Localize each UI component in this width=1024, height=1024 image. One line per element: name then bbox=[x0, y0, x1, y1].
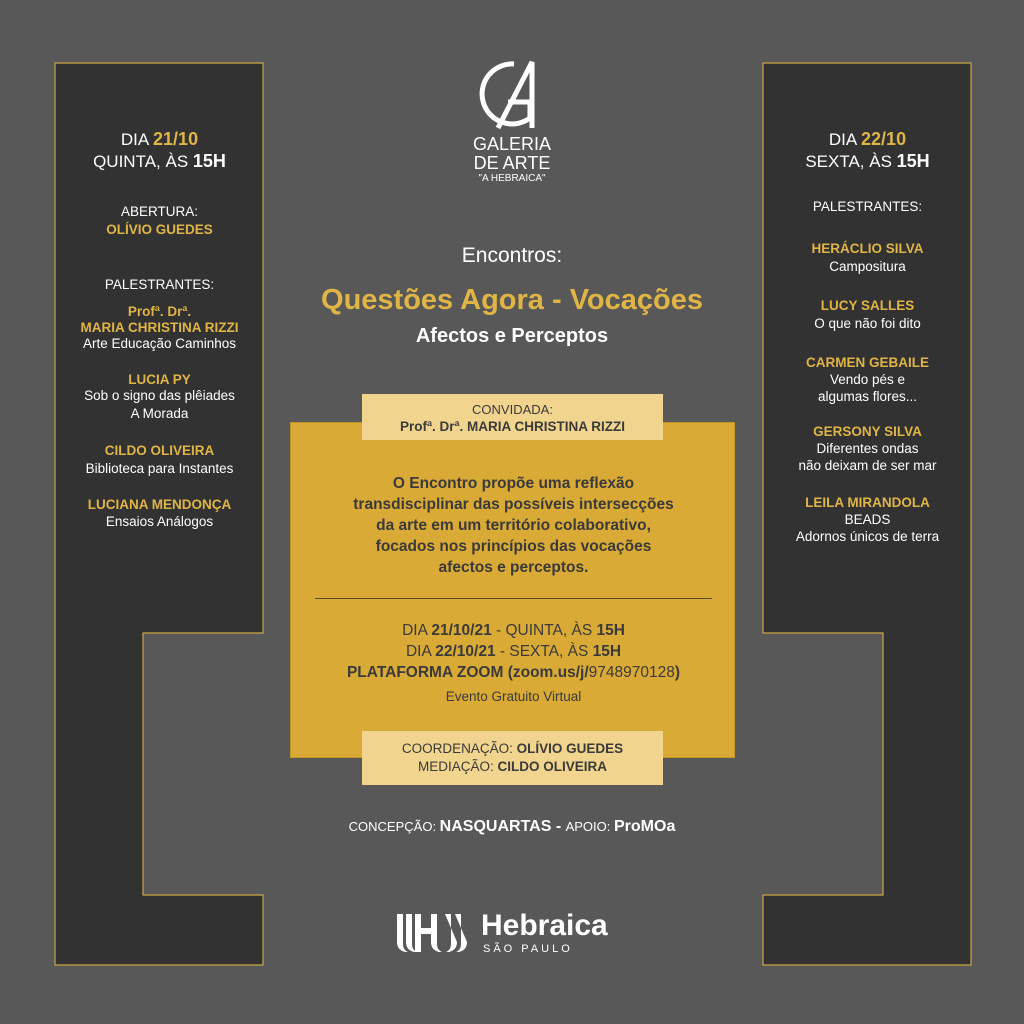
description bbox=[291, 473, 736, 578]
left-speaker-2-talk-2: A Morada bbox=[130, 406, 189, 421]
guest-box bbox=[362, 394, 663, 440]
right-speaker-4-name: GERSONY SILVA bbox=[813, 424, 922, 439]
hebraica-mark-icon bbox=[395, 908, 475, 958]
right-weekday-prefix: SEXTA, ÀS bbox=[805, 152, 897, 171]
left-day bbox=[58, 128, 261, 151]
right-speaker-1-talk: Campositura bbox=[829, 259, 906, 274]
right-speaker-4-talk: Diferentes ondas bbox=[816, 441, 919, 456]
schedule-2-mid: - SEXTA, ÀS bbox=[495, 643, 593, 660]
mediation-line bbox=[362, 758, 663, 776]
schedule-1-mid: - QUINTA, ÀS bbox=[491, 622, 597, 639]
right-speaker-4-talk-2: não deixam de ser mar bbox=[798, 458, 937, 473]
guest-name: Profª. Drª. MARIA CHRISTINA RIZZI bbox=[400, 419, 625, 434]
right-speaker-5-talk: BEADS bbox=[844, 512, 891, 527]
left-speaker-3-name: CILDO OLIVEIRA bbox=[104, 443, 215, 458]
right-speaker-5-talk-2: Adornos únicos de terra bbox=[795, 529, 940, 544]
zoom-platform[interactable] bbox=[291, 662, 736, 683]
hebraica-logo bbox=[395, 906, 625, 960]
right-day-date: 22/10 bbox=[861, 129, 907, 149]
mediation-label: MEDIAÇÃO: bbox=[417, 759, 498, 774]
logo-line-1: GALERIA bbox=[472, 134, 552, 154]
galeria-logo bbox=[432, 58, 592, 185]
coordination-line bbox=[362, 740, 663, 758]
zoom-link-a[interactable]: (zoom.us/j/ bbox=[503, 664, 589, 681]
right-speaker-3-talk: Vendo pés e bbox=[829, 372, 906, 387]
left-speaker-4-name: LUCIANA MENDONÇA bbox=[87, 497, 232, 512]
right-weekday bbox=[765, 150, 970, 173]
schedule-2-date: 22/10/21 bbox=[435, 643, 496, 660]
coordination-label: COORDENAÇÃO: bbox=[401, 741, 517, 756]
description-line-4: focados nos princípios das vocações bbox=[375, 538, 652, 555]
left-speaker-1-name: MARIA CHRISTINA RIZZI bbox=[80, 320, 239, 335]
left-speaker-3-talk: Biblioteca para Instantes bbox=[85, 461, 234, 476]
right-speaker-3-name: CARMEN GEBAILE bbox=[805, 355, 929, 370]
left-speaker-2-talk: Sob o signo das plêiades bbox=[84, 388, 235, 403]
right-day-prefix: DIA bbox=[828, 130, 862, 149]
credits-separator: - bbox=[551, 818, 566, 835]
free-event-text: Evento Gratuito Virtual bbox=[445, 689, 582, 704]
schedule-line-1 bbox=[291, 620, 736, 641]
right-weekday-time: 15H bbox=[896, 151, 930, 171]
mediation-name: CILDO OLIVEIRA bbox=[497, 759, 608, 774]
left-speaker-1-talk: Arte Educação Caminhos bbox=[82, 336, 237, 351]
ga-monogram-icon bbox=[470, 58, 554, 130]
description-line-2: transdisciplinar das possíveis intersecções bbox=[353, 496, 674, 513]
right-speaker-3-talk-2: algumas flores... bbox=[817, 389, 918, 404]
zoom-label: PLATAFORMA ZOOM bbox=[346, 664, 504, 681]
zoom-meeting-id[interactable]: 9748970128 bbox=[588, 664, 675, 681]
description-line-3: da arte em um território colaborativo, bbox=[376, 517, 651, 534]
support-name: ProMOa bbox=[614, 818, 676, 835]
left-speaker-2-name: LUCIA PY bbox=[128, 372, 191, 387]
left-speakers-label: PALESTRANTES: bbox=[104, 277, 215, 292]
schedule-1-time: 15H bbox=[596, 622, 625, 639]
right-day bbox=[765, 128, 970, 151]
schedule-2-time: 15H bbox=[592, 643, 622, 660]
description-line-5: afectos e perceptos. bbox=[438, 559, 589, 576]
left-speaker-1-title: Profª. Drª. bbox=[127, 304, 192, 319]
hebraica-city: SÃO PAULO bbox=[483, 943, 573, 955]
credits bbox=[262, 818, 762, 836]
right-speaker-5-name: LEILA MIRANDOLA bbox=[805, 495, 930, 510]
schedule bbox=[291, 620, 736, 707]
logo-line-2: DE ARTE bbox=[473, 153, 551, 173]
right-speaker-1-name: HERÁCLIO SILVA bbox=[811, 241, 924, 256]
concept-name: NASQUARTAS bbox=[439, 818, 552, 835]
left-weekday bbox=[58, 150, 261, 173]
schedule-1-prefix: DIA bbox=[402, 622, 432, 639]
schedule-1-date: 21/10/21 bbox=[431, 622, 492, 639]
schedule-2-prefix: DIA bbox=[405, 643, 436, 660]
guest-label: CONVIDADA: bbox=[472, 402, 553, 417]
left-day-date: 21/10 bbox=[153, 129, 199, 149]
coordination-box bbox=[362, 731, 663, 785]
opening-label: ABERTURA: bbox=[120, 204, 199, 219]
left-speaker-4-talk: Ensaios Análogos bbox=[105, 514, 214, 529]
hebraica-name: Hebraica bbox=[481, 909, 608, 942]
info-box bbox=[290, 422, 735, 758]
encontros-label: Encontros: bbox=[461, 244, 563, 267]
left-day-prefix: DIA bbox=[120, 130, 154, 149]
schedule-line-2 bbox=[291, 641, 736, 662]
left-weekday-prefix: QUINTA, ÀS bbox=[93, 152, 193, 171]
right-speakers-label: PALESTRANTES: bbox=[812, 199, 923, 214]
logo-line-3: "A HEBRAICA" bbox=[478, 173, 546, 184]
event-subtitle: Afectos e Perceptos bbox=[415, 325, 609, 347]
coordination-name: OLÍVIO GUEDES bbox=[516, 741, 624, 756]
box-divider bbox=[315, 598, 712, 599]
support-label: APOIO: bbox=[565, 819, 614, 834]
event-title: Questões Agora - Vocações bbox=[321, 284, 703, 316]
concept-label: CONCEPÇÃO: bbox=[348, 819, 440, 834]
right-speaker-2-name: LUCY SALLES bbox=[820, 298, 915, 313]
description-line-1: O Encontro propõe uma reflexão bbox=[392, 475, 635, 492]
opening-name: OLÍVIO GUEDES bbox=[106, 222, 213, 237]
right-speaker-2-talk: O que não foi dito bbox=[814, 316, 921, 331]
zoom-link-c: ) bbox=[674, 664, 681, 681]
left-weekday-time: 15H bbox=[192, 151, 226, 171]
